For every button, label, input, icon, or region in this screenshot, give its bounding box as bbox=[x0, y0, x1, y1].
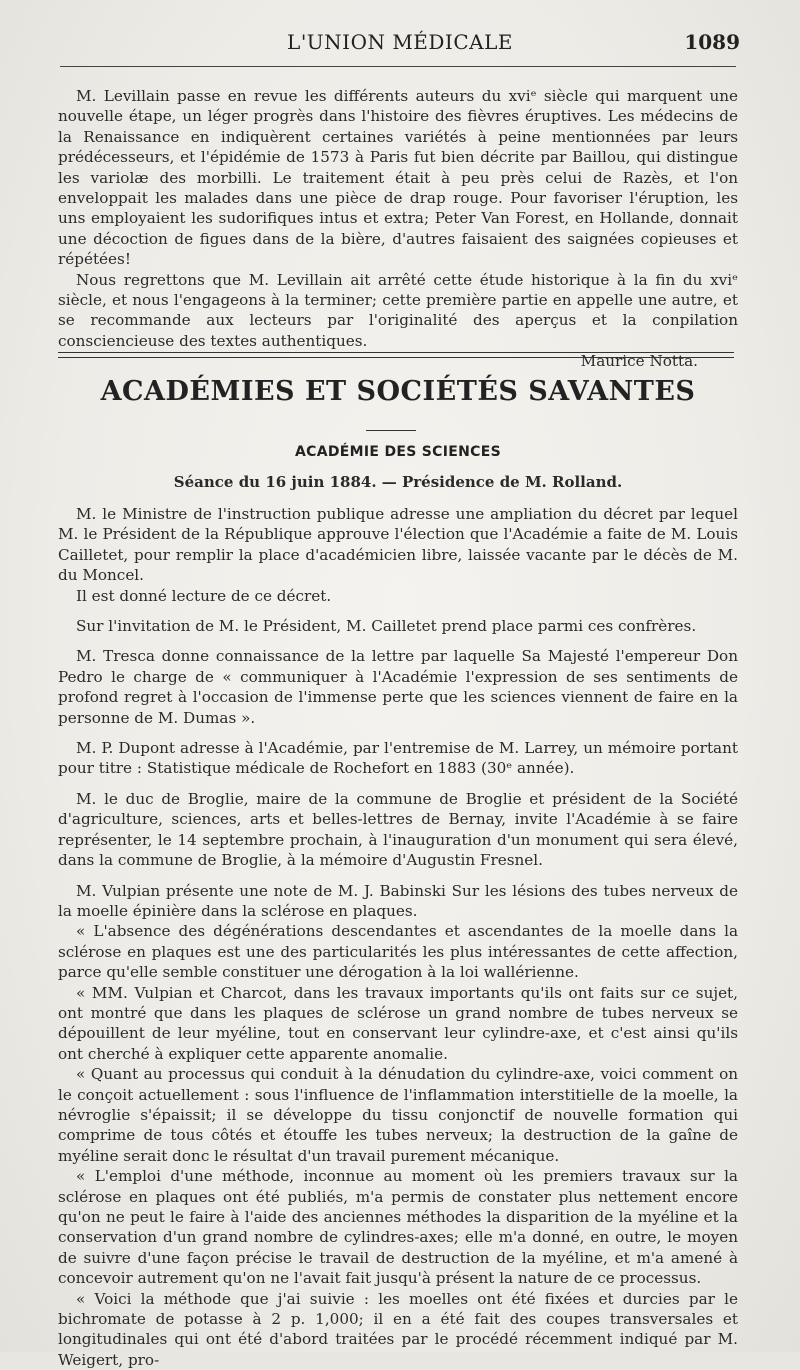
body-paragraph: « Quant au processus qui conduit à la dénudation du cylindre-axe, voici comment on le conçoit actuellement : sous l'influence de l'inflammation interstitielle de la moelle, la névroglie s'épaissit; il se développe du tissu conjonctif de nouvelle formation qui comprime de tous côtés et étouffe les tubes nerveux; la destruction de la gaîne de myéline serait donc le résultat d'un travail purement mécanique. bbox=[58, 1065, 738, 1165]
running-head bbox=[60, 30, 740, 64]
journal-title: L'UNION MÉDICALE bbox=[287, 30, 513, 54]
body-paragraph: « L'emploi d'une méthode, inconnue au moment où les premiers travaux sur la sclérose en plaques ont été publiés, m'a permis de constater plus nettement encore qu'on ne peut le faire à l'aide des anciennes méthodes la disparition de la myéline et la conservation d'un grand nombre de cylindres-axes; elle m'a donné, en outre, le moyen de suivre d'une façon précise le travail de destruction de la myéline, et m'a amené à concevoir autrement qu'on ne l'avait fait jusqu'à présent la nature de ce processus. bbox=[58, 1167, 738, 1288]
body-paragraph: M. le duc de Broglie, maire de la commune de Broglie et président de la Société d'agriculture, sciences, arts et belles-lettres de Bernay, invite l'Académie à se faire représenter, le 14 septembre prochain, à l'inauguration d'un monument qui sera élevé, dans la commune de Broglie, à la mémoire d'Augustin Fresnel. bbox=[58, 789, 738, 870]
body-paragraph: « Voici la méthode que j'ai suivie : les moelles ont été fixées et durcies par le bichromate de potasse à 2 p. 1,000; il en a été fait des coupes transversales et longitudinales qui ont été d'abord traitées par le procédé récemment indiqué par M. Weigert, pro- bbox=[58, 1289, 738, 1369]
section-title: ACADÉMIES ET SOCIÉTÉS SAVANTES bbox=[100, 376, 696, 407]
academy-subtitle: ACADÉMIE DES SCIENCES bbox=[295, 444, 501, 460]
header-rule bbox=[60, 66, 736, 67]
session-line: Séance du 16 juin 1884. — Présidence de M. Rolland. bbox=[173, 473, 623, 491]
body-paragraph: M. le Ministre de l'instruction publique adresse une ampliation du décret par lequel M. le Président de la République approuve l'élection que l'Académie a faite de M. Louis Cailletet, pour remplir la place d'académicien libre, laissée vacante par le décès de M. du Moncel. bbox=[58, 505, 738, 585]
body-paragraph: « L'absence des dégénérations descendantes et ascendantes de la moelle dans la sclérose en plaques est une des particularités les plus intéressantes de cette affection, parce qu'elle semble constituer une dérogation à la loi wallérienne. bbox=[58, 922, 738, 982]
proceedings-body bbox=[58, 504, 738, 1370]
body-paragraph: « MM. Vulpian et Charcot, dans les travaux importants qu'ils ont faits sur ce sujet, ont montré que dans les plaques de sclérose un grand nombre de tubes nerveux se dépouillent de leur myéline, tout en conservant leur cylindre-axe, et c'est ainsi qu'ils ont cherché à expliquer cette apparente anomalie. bbox=[58, 983, 738, 1063]
section-divider bbox=[58, 352, 734, 358]
page-number: 1089 bbox=[684, 30, 740, 54]
body-paragraph: Il est donné lecture de ce décret. bbox=[76, 586, 332, 605]
top-article bbox=[58, 86, 738, 372]
signature: Maurice Notta. bbox=[580, 352, 698, 371]
body-paragraph: M. Tresca donne connaissance de la lettre par laquelle Sa Majesté l'empereur Don Pedro le charge de « communiquer à l'Académie l'expression de ses sentiments de profond regret à l'occasion de l'immense perte que les sciences viennent de faire en la personne de M. Dumas ». bbox=[58, 647, 738, 727]
article-paragraph: M. Levillain passe en revue les différents auteurs du xviᵉ siècle qui marquent une nouvelle étape, un léger progrès dans l'histoire des fièvres éruptives. Les médecins de la Renaissance en indiquèrent certaines variétés à peine mentionnées par leurs prédécesseurs, et l'épidémie de 1573 à Paris fut bien décrite par Baillou, qui distingue les variolæ des morbilli. Le traitement était à peu près celui de Razès, et l'on enveloppait les malades dans une pièce de drap rouge. Pour favoriser l'éruption, les uns employaient les sudorifiques intus et extra; Peter Van Forest, en Hollande, donnait une décoction de figues dans de la bière, d'autres faisaient des saignées copieuses et répétées! bbox=[58, 87, 738, 269]
article-paragraph: Nous regrettons que M. Levillain ait arrêté cette étude historique à la fin du xviᵉ siècle, et nous l'engageons à la terminer; cette première partie en appelle une autre, et se recommande aux lecteurs par l'originalité des aperçus et la conpilation consciencieuse des textes authentiques. bbox=[58, 270, 738, 350]
body-paragraph: M. P. Dupont adresse à l'Académie, par l'entremise de M. Larrey, un mémoire portant pour titre : Statistique médicale de Rochefort en 1883 (30ᵉ année). bbox=[58, 739, 738, 778]
title-underline bbox=[366, 430, 416, 431]
body-paragraph: Sur l'invitation de M. le Président, M. Cailletet prend place parmi ces confrères. bbox=[76, 617, 697, 636]
body-paragraph: M. Vulpian présente une note de M. J. Babinski Sur les lésions des tubes nerveux de la moelle épinière dans la sclérose en plaques. bbox=[58, 881, 738, 920]
